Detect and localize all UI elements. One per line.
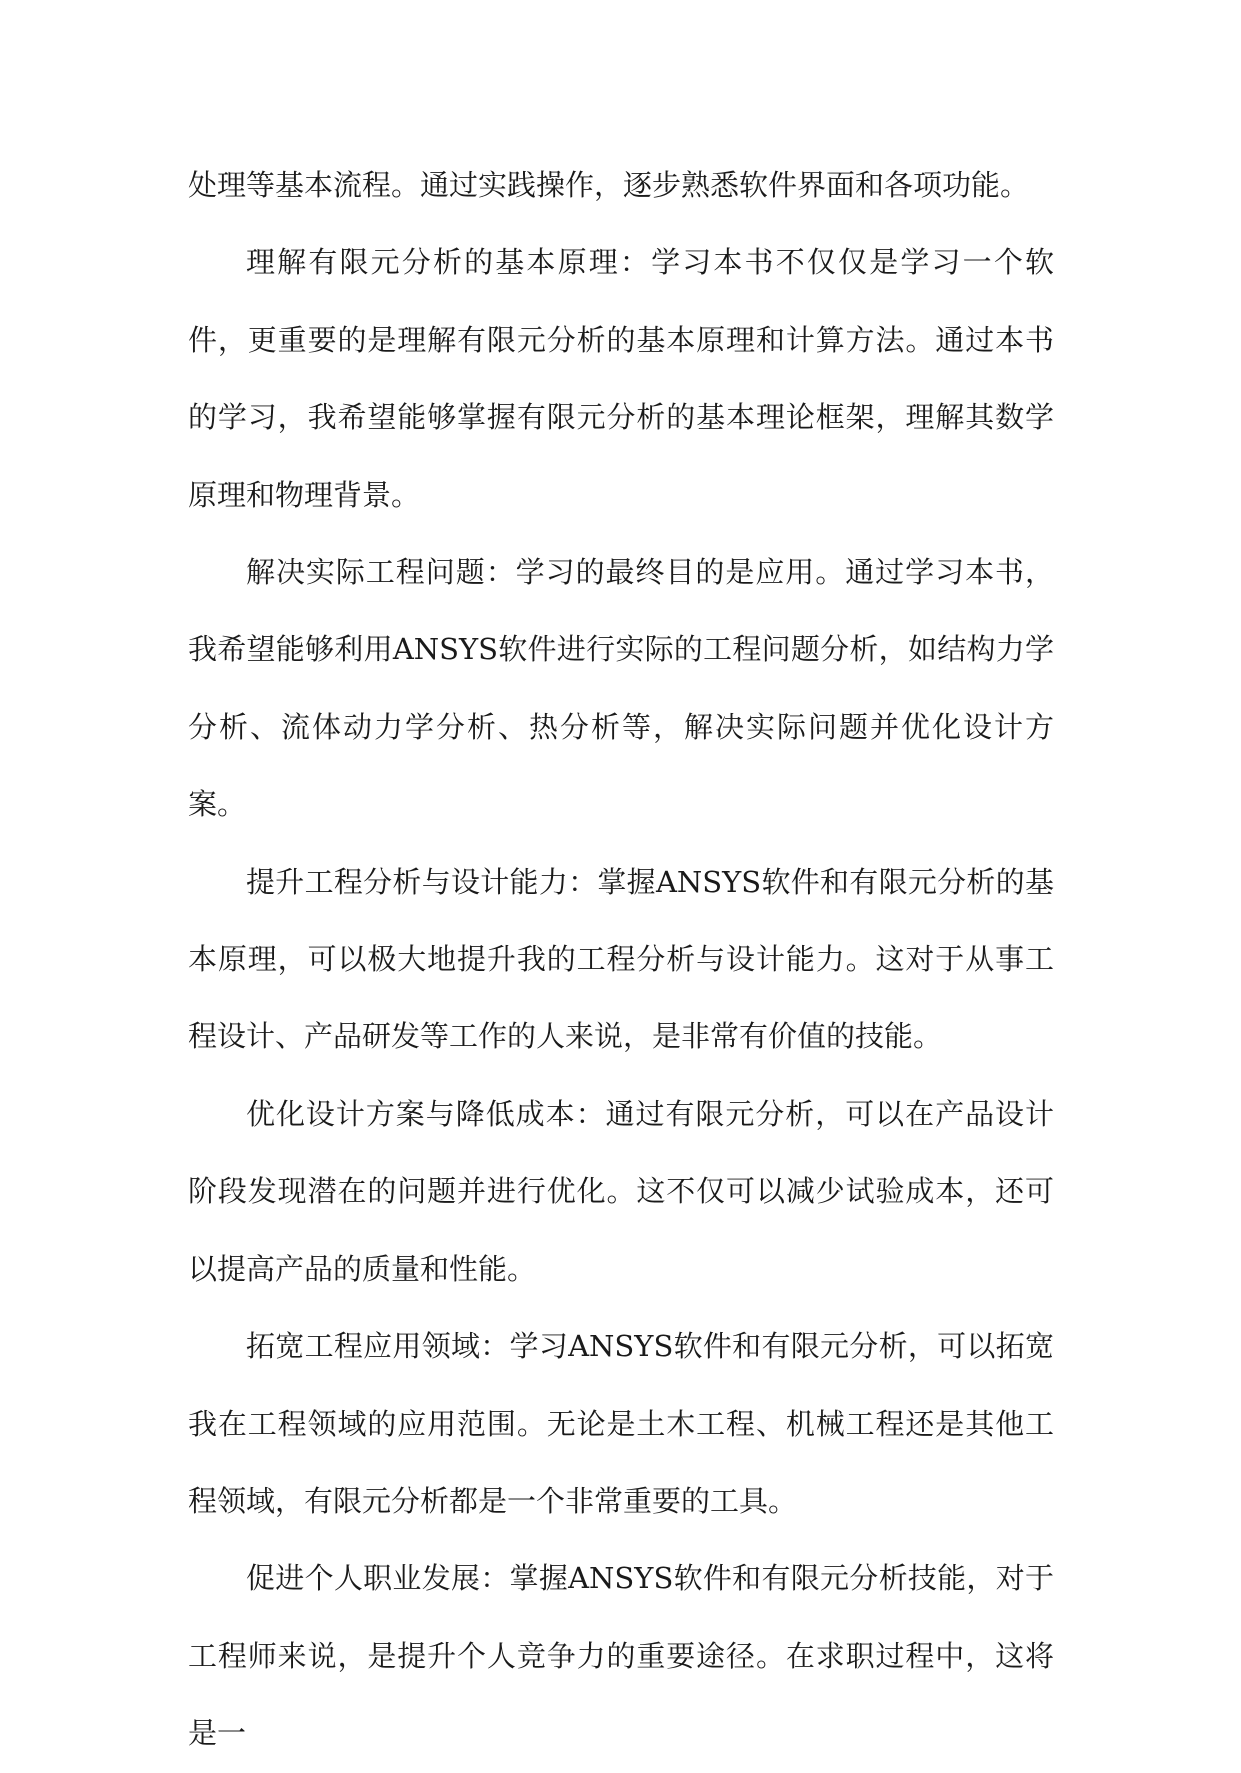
paragraph-optimize-design: 优化设计方案与降低成本：通过有限元分析，可以在产品设计阶段发现潜在的问题并进行优化。这不仅可以减少试验成本，还可以提高产品的质量和性能。 bbox=[188, 1096, 1054, 1286]
document-body bbox=[188, 147, 1054, 1773]
paragraph-career-development: 促进个人职业发展：掌握ANSYS软件和有限元分析技能，对于工程师来说，是提升个人竞争力的重要途径。在求职过程中，这将是一 bbox=[188, 1561, 1054, 1751]
paragraph-improve-ability: 提升工程分析与设计能力：掌握ANSYS软件和有限元分析的基本原理，可以极大地提升我的工程分析与设计能力。这对于从事工程设计、产品研发等工作的人来说，是非常有价值的技能。 bbox=[188, 864, 1054, 1054]
paragraph-broaden-fields: 拓宽工程应用领域：学习ANSYS软件和有限元分析，可以拓宽我在工程领域的应用范围。无论是土木工程、机械工程还是其他工程领域，有限元分析都是一个非常重要的工具。 bbox=[188, 1329, 1054, 1518]
paragraph-solve-problems: 解决实际工程问题：学习的最终目的是应用。通过学习本书，我希望能够利用ANSYS软件进行实际的工程问题分析，如结构力学分析、流体动力学分析、热分析等，解决实际问题并优化设计方案。 bbox=[188, 555, 1054, 822]
paragraph-continuation: 处理等基本流程。通过实践操作，逐步熟悉软件界面和各项功能。 bbox=[188, 168, 1030, 202]
paragraph-understand-principles: 理解有限元分析的基本原理：学习本书不仅仅是学习一个软件，更重要的是理解有限元分析的基本原理和计算方法。通过本书的学习，我希望能够掌握有限元分析的基本理论框架，理解其数学原理和物理背景。 bbox=[188, 245, 1054, 512]
